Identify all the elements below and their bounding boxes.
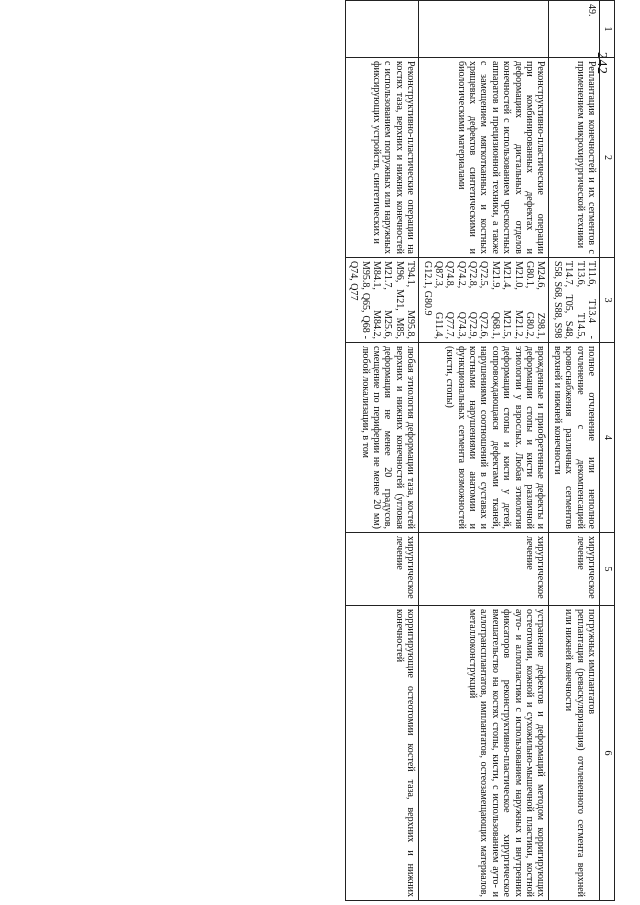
treatment-type: хирургическое лечение (345, 533, 418, 606)
method-detail: реплантация (реваскуляризация) отчлененного сегмента верхней или нижней конечности (563, 609, 586, 897)
patient-model: любая этиология деформации таза, костей верхних и нижних конечностей (угловая деформация не менее 20 градусов, смещение по периферии не менее 20 мм) любой локализации, в том (345, 343, 418, 533)
row-number (419, 1, 549, 58)
header-cell-3: 3 (600, 258, 615, 343)
table-row (345, 1, 418, 901)
diagnosis-codes: M24.6, Z98.1, G80.1, G80.2, M21.0, M21.2, M21.4, M21.5, M21.9, Q68.1, Q72.5, Q72.6, Q72.8, Q72.9, Q74.2, Q74.3, Q74.8, Q77.7, Q87.3, G11.4, G12.1, G80.9 (419, 258, 549, 343)
table-row (419, 1, 549, 901)
header-cell-6: 6 (600, 606, 615, 901)
patient-model: врожденные и приобретенные дефекты и деформации стопы и кисти различной этиологии у взрослых. Любая этиология деформации стопы и кисти у детей, сопровождающаяся дефектами тканей, нарушениями соотношений в суставах и костными нарушениями анатомии и функциональных сегмента возможностей (кисти, стопы) (419, 343, 549, 533)
method-detail: корригирующие остеотомии костей таза, верхних и нижних конечностей (345, 606, 418, 901)
treatment-type: хирургическое лечение (419, 533, 549, 606)
method-name: Реплантация конечностей и их сегментов с применением микрохирургической техники (549, 58, 600, 258)
header-cell-5: 5 (600, 533, 615, 606)
header-row (600, 1, 615, 901)
diagnosis-codes: T94.1, M95.8, M96, M21, M85, M21.7, M25.6, M84.1, M84.2, M95.8, Q65, Q68 - Q74, Q77 (345, 258, 418, 343)
header-cell-4: 4 (600, 343, 615, 533)
rotated-table-container (95, 0, 615, 900)
diagnosis-codes: T11.6, T13.4 - T13.6, T14.5, T14.7, T05, S48, S58, S68, S88, S98 (549, 258, 600, 343)
method-detail: устранение дефектов и деформаций методом корригирующих остеотомии, кожной и сухожильно-мышечной пластики, костной ауто- и аллопластики с использованием наружных и внутренних фиксаторов реконструктивно-пластическое хирургическое вмешательство на костях стопы, кисти, с использованием ауто- и аллотрансплантатов, имплантатов, остеозамещающих материалов, металлоконструкций (419, 606, 549, 901)
row-number: 49. (549, 1, 600, 58)
table-row (549, 1, 600, 901)
page-number: 242 (594, 52, 609, 75)
row-number (345, 1, 418, 58)
method-detail-cell (549, 606, 600, 901)
treatment-type: хирургическое лечение (549, 533, 600, 606)
method-name: Реконструктивно-пластические операции при комбинированных дефектах и деформациях дистальных отделов конечностей с использованием чрескостных аппаратов и прецизионной техники, а также с замещением мягкотканных и костных хрящевых дефектов синтетическими и биологическими материалами (419, 58, 549, 258)
header-cell-1: 1 (600, 1, 615, 58)
patient-model: полное отчленение или неполное отчленение с декомпенсацией кровоснабжения различных сегментов верхней и нижней конечности (549, 343, 600, 533)
procedures-table (345, 0, 615, 901)
header-cell-2: 2 (600, 58, 615, 258)
continuation-text: погружных имплантатов (586, 609, 597, 715)
method-name: Реконструктивно-пластические операции на костях таза, верхних и нижних конечностей с использованием погружных или наружных фиксирующих устройств, синтетических и (345, 58, 418, 258)
